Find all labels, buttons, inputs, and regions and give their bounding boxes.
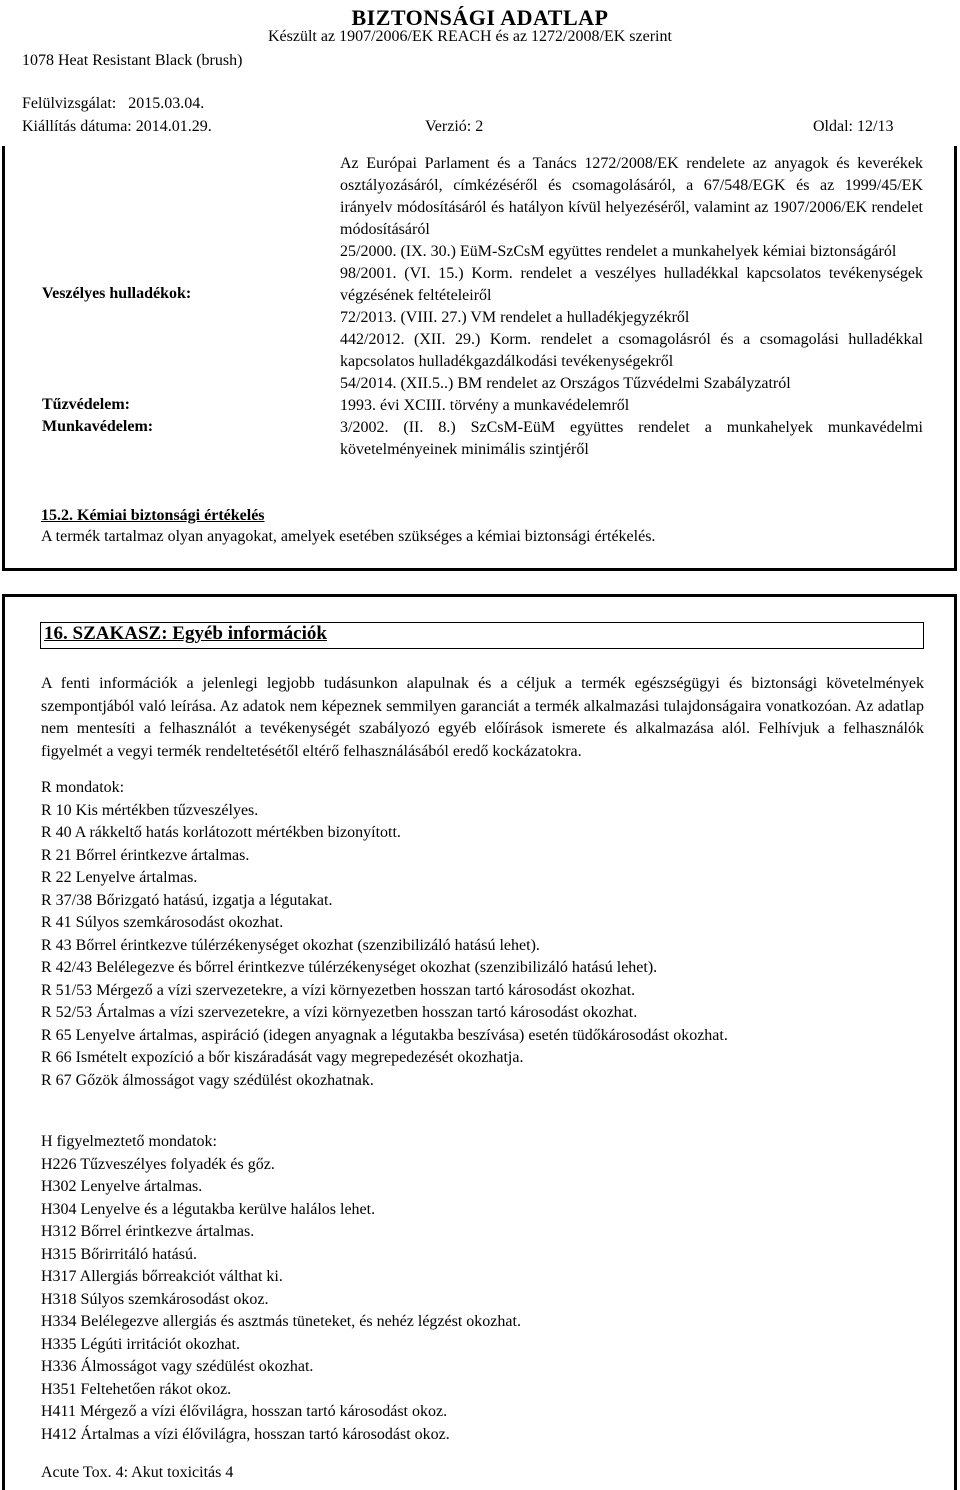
regulation-entry: 3/2002. (II. 8.) SzCsM-EüM együttes rendelet a munkahelyek munkavédelmi követelményeinek minimális szintjéről — [340, 419, 923, 458]
r-phrases-heading: R mondatok: — [41, 779, 125, 796]
page-number: Oldal: 12/13 — [813, 118, 894, 135]
r-phrase: R 52/53 Ártalmas a vízi szervezetekre, a vízi környezetben hosszan tartó károsodást okozhat. — [41, 1004, 638, 1021]
r-phrase: R 66 Ismételt expozíció a bőr kiszáradását vagy megrepedezését okozhatja. — [41, 1049, 524, 1066]
r-phrase: R 51/53 Mérgező a vízi szervezetekre, a vízi környezetben hosszan tartó károsodást okozhat. — [41, 981, 636, 999]
h-phrase: H412 Ártalmas a vízi élővilágra, hosszan tartó károsodást okoz. — [41, 1425, 450, 1443]
regulation-entry: 54/2014. (XII.5..) BM rendelet az Országos Tűzvédelmi Szabályzatról — [340, 375, 791, 392]
h-phrase: H336 Álmosságot vagy szédülést okozhat. — [41, 1358, 314, 1375]
frame-left-border — [2, 146, 5, 571]
h-phrase: H312 Bőrrel érintkezve ártalmas. — [41, 1223, 255, 1240]
hazardous-waste-label: Veszélyes hulladékok: — [42, 285, 192, 302]
r-phrase: R 41 Súlyos szemkárosodást okozhat. — [41, 914, 284, 931]
section-16-left-border — [2, 594, 5, 1490]
regulation-entry: 25/2000. (IX. 30.) EüM-SzCsM együttes rendelet a munkahelyek kémiai biztonságáról — [340, 243, 897, 260]
r-phrase: R 67 Gőzök álmosságot vagy szédülést okozhatnak. — [41, 1071, 374, 1089]
r-phrase: R 42/43 Belélegezve és bőrrel érintkezve túlérzékenységet okozhat (szenzibilizáló hatású lehet). — [41, 959, 658, 976]
frame-right-border — [954, 146, 957, 571]
regulation-entry: 98/2001. (VI. 15.) Korm. rendelet a veszélyes hulladékkal kapcsolatos tevékenységek végzésének feltételeiről — [340, 265, 923, 304]
fire-protection-label: Tűzvédelem: — [42, 396, 130, 413]
work-safety-label: Munkavédelem: — [42, 418, 154, 435]
regulation-entry: 442/2012. (XII. 29.) Korm. rendelet a csomagolásról és a csomagolási hulladékkal kapcsolatos hulladékgazdálkodási tevékenységekről — [340, 331, 923, 370]
r-phrase: R 22 Lenyelve ártalmas. — [41, 869, 198, 886]
regulation-entry: Az Európai Parlament és a Tanács 1272/2008/EK rendelete az anyagok és keverékek osztályozásáról, címkézéséről és csomagolásáról, a 67/548/EGK és az 1999/45/EK irányelv módosításáról és hatályon kívül helyezéséről, valamint az 1907/2006/EK rendelet módosításáról — [340, 155, 923, 238]
h-phrase: H226 Tűzveszélyes folyadék és gőz. — [41, 1155, 275, 1173]
section-16-paragraph: A fenti információk a jelenlegi legjobb tudásunkon alapulnak és a céljuk a termék egészségügyi és biztonsági követelmények szempontjából való leírása. Az adatok nem képeznek semmilyen garanciát a termék alkalmazási tulajdonságaira vonatkozóan. Az adatlap nem mentesíti a felhasználót a tevékenységét szabályozó egyéb előírások ismerete és alkalmazása alól. Felhívjuk a felhasználók figyelmét a vegyi termék rendeltetésétől eltérő felhasználásából eredő kockázatokra. — [41, 675, 924, 760]
section-15-2-number: 15.2. — [41, 507, 73, 524]
h-phrases-list — [41, 1131, 521, 1446]
h-phrase: H335 Légúti irritációt okozhat. — [41, 1335, 241, 1353]
regulation-entry: 1993. évi XCIII. törvény a munkavédelemről — [340, 397, 630, 414]
revision-date: Felülvizsgálat: 2015.03.04. — [22, 95, 205, 112]
h-phrases-heading: H figyelmeztető mondatok: — [41, 1133, 217, 1150]
r-phrase: R 10 Kis mértékben tűzveszélyes. — [41, 801, 259, 819]
regulation-list — [340, 153, 923, 461]
h-phrase: H317 Allergiás bőrreakciót válthat ki. — [41, 1268, 283, 1285]
version: Verzió: 2 — [425, 118, 484, 135]
issue-date: Kiállítás dátuma: 2014.01.29. — [22, 118, 212, 135]
h-phrase: H334 Belélegezve allergiás és asztmás tüneteket, és nehéz légzést okozhat. — [41, 1313, 521, 1330]
document-title: BIZTONSÁGI ADATLAP — [351, 5, 609, 30]
frame-bottom-border — [2, 568, 957, 571]
section-15-2-text: A termék tartalmaz olyan anyagokat, amelyek esetében szükséges a kémiai biztonsági értékelés. — [41, 528, 656, 545]
r-phrases-list — [41, 777, 728, 1092]
h-phrase: H411 Mérgező a vízi élővilágra, hosszan tartó károsodást okoz. — [41, 1403, 448, 1420]
section-16-top-border — [2, 594, 957, 597]
r-phrase: R 65 Lenyelve ártalmas, aspiráció (idegen anyagnak a légutakba beszívása) esetén tüdőkárosodást okozhat. — [41, 1026, 728, 1044]
regulation-entry: 72/2013. (VIII. 27.) VM rendelet a hulladékjegyzékről — [340, 309, 690, 326]
r-phrase: R 40 A rákkeltő hatás korlátozott mértékben bizonyított. — [41, 824, 401, 841]
r-phrase: R 21 Bőrrel érintkezve ártalmas. — [41, 846, 250, 864]
section-16-title: 16. SZAKASZ: Egyéb információk — [44, 623, 327, 644]
section-15-2-heading — [41, 507, 265, 525]
acute-tox-note: Acute Tox. 4: Akut toxicitás 4 — [41, 1464, 234, 1481]
section-16-right-border — [954, 594, 957, 1490]
document-subtitle: Készült az 1907/2006/EK REACH és az 1272/2008/EK szerint — [268, 28, 672, 45]
h-phrase: H304 Lenyelve és a légutakba kerülve halálos lehet. — [41, 1200, 376, 1218]
h-phrase: H318 Súlyos szemkárosodást okoz. — [41, 1290, 269, 1308]
h-phrase: H315 Bőrirritáló hatású. — [41, 1245, 197, 1263]
h-phrase: H302 Lenyelve ártalmas. — [41, 1178, 203, 1195]
r-phrase: R 43 Bőrrel érintkezve túlérzékenységet okozhat (szenzibilizáló hatású lehet). — [41, 936, 540, 954]
r-phrase: R 37/38 Bőrizgató hatású, izgatja a légutakat. — [41, 891, 333, 909]
product-name: 1078 Heat Resistant Black (brush) — [22, 52, 243, 69]
h-phrase: H351 Feltehetően rákot okoz. — [41, 1380, 232, 1398]
section-15-2-title: Kémiai biztonsági értékelés — [77, 507, 265, 524]
